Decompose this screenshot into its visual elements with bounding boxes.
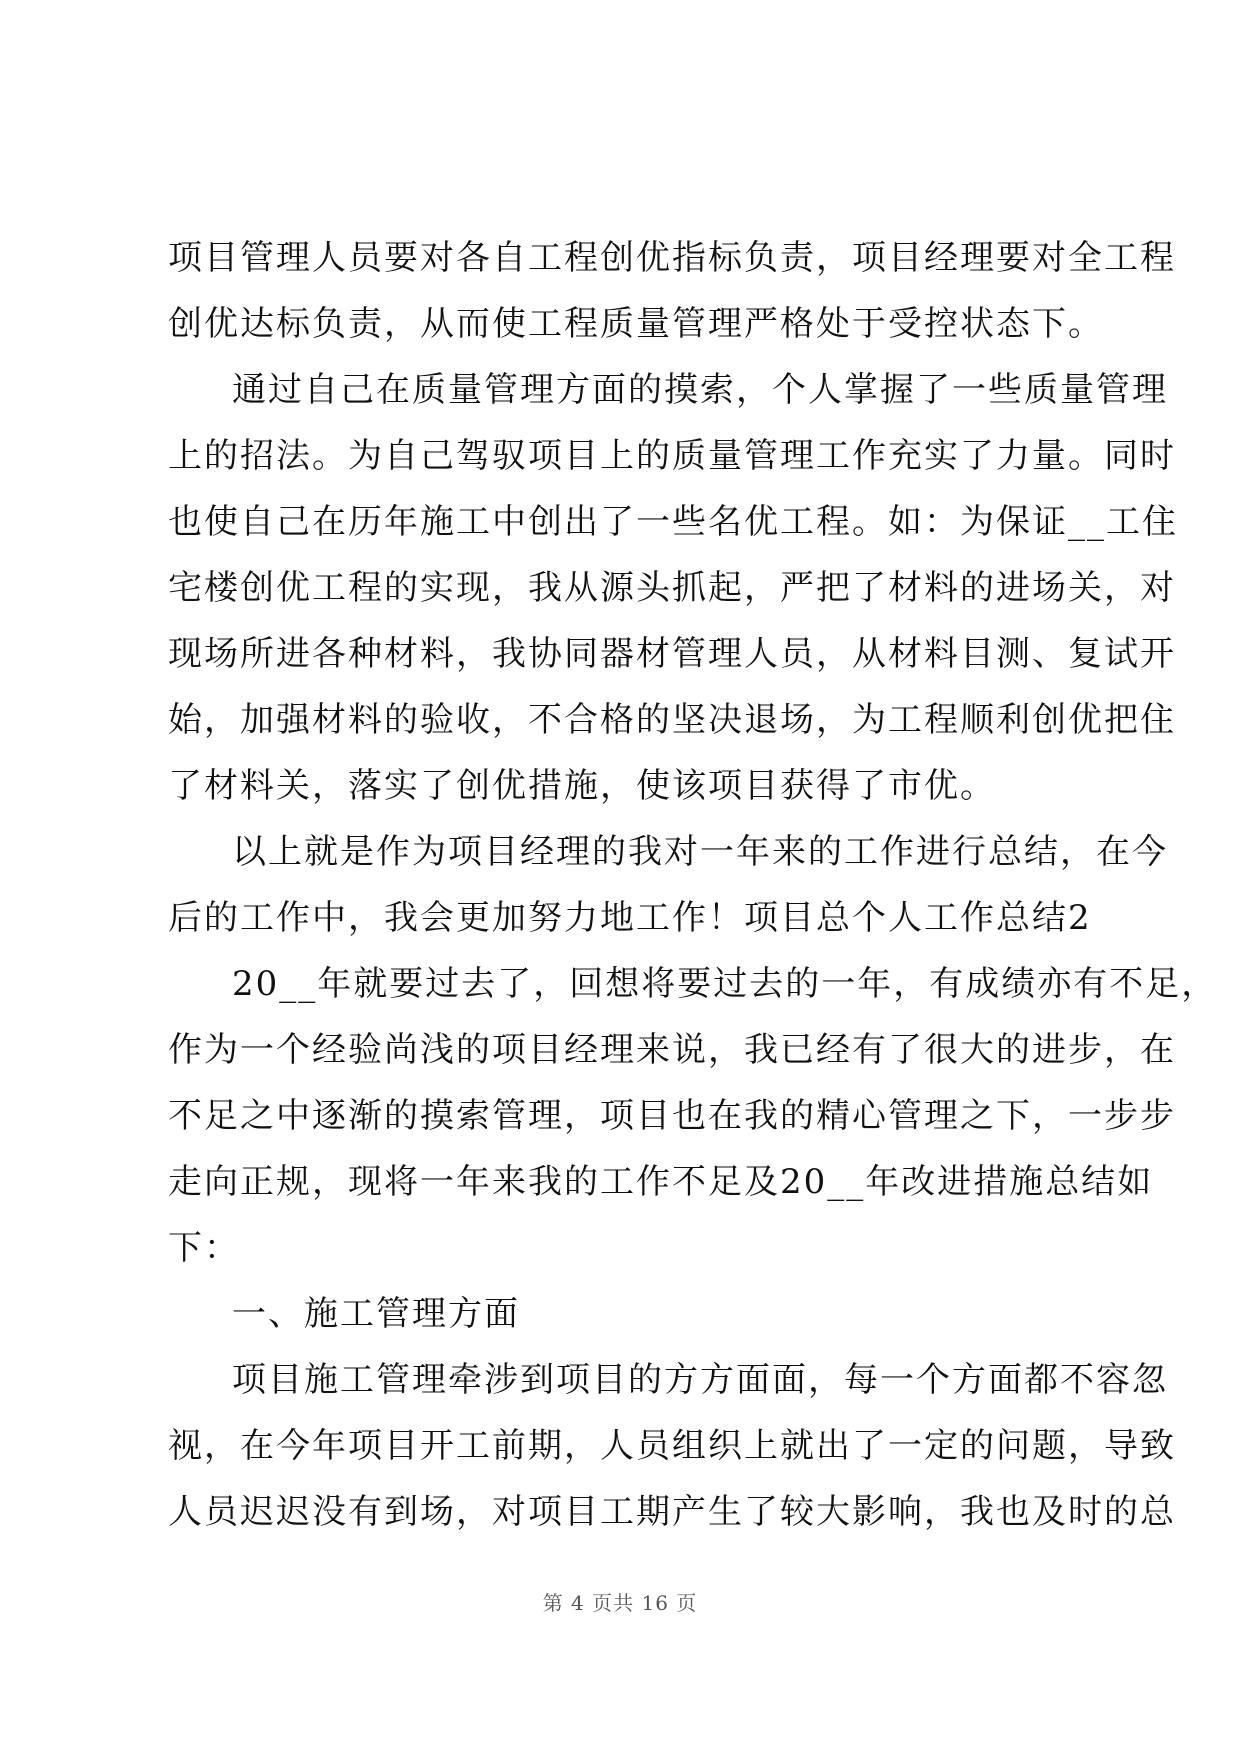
text-line: 也使自己在历年施工中创出了一些名优工程。如：为保证__工住 (168, 502, 1178, 542)
document-body (168, 225, 1218, 1545)
page-number-footer: 第 4 页共 16 页 (542, 1591, 698, 1615)
text-line: 现场所进各种材料，我协同器材管理人员，从材料目测、复试开 (168, 634, 1176, 674)
text-line: 下： (168, 1228, 240, 1268)
text-line: 通过自己在质量管理方面的摸索，个人掌握了一些质量管理 (232, 370, 1168, 410)
text-line: 创优达标负责，从而使工程质量管理严格处于受控状态下。 (168, 304, 1104, 344)
text-line: 后的工作中，我会更加努力地工作！项目总个人工作总结2 (168, 898, 1092, 938)
text-line: 人员迟迟没有到场，对项目工期产生了较大影响，我也及时的总 (168, 1492, 1176, 1532)
text-line: 始，加强材料的验收，不合格的坚决退场，为工程顺利创优把住 (168, 700, 1176, 740)
text-line: 不足之中逐渐的摸索管理，项目也在我的精心管理之下，一步步 (168, 1096, 1176, 1136)
text-line: 作为一个经验尚浅的项目经理来说，我已经有了很大的进步，在 (168, 1030, 1176, 1070)
section-heading: 一、施工管理方面 (232, 1294, 520, 1334)
text-line: 项目施工管理牵涉到项目的方方面面，每一个方面都不容忽 (232, 1360, 1168, 1400)
text-line: 走向正规，现将一年来我的工作不足及20__年改进措施总结如 (168, 1162, 1154, 1202)
text-line: 以上就是作为项目经理的我对一年来的工作进行总结，在今 (232, 832, 1168, 872)
text-line: 20__年就要过去了，回想将要过去的一年，有成绩亦有不足， (232, 964, 1218, 1004)
text-line: 上的招法。为自己驾驭项目上的质量管理工作充实了力量。同时 (168, 436, 1176, 476)
text-line: 视，在今年项目开工前期，人员组织上就出了一定的问题，导致 (168, 1426, 1176, 1466)
text-line: 宅楼创优工程的实现，我从源头抓起，严把了材料的进场关，对 (168, 568, 1176, 608)
text-line: 项目管理人员要对各自工程创优指标负责，项目经理要对全工程 (168, 238, 1176, 278)
text-line: 了材料关，落实了创优措施，使该项目获得了市优。 (168, 766, 996, 806)
